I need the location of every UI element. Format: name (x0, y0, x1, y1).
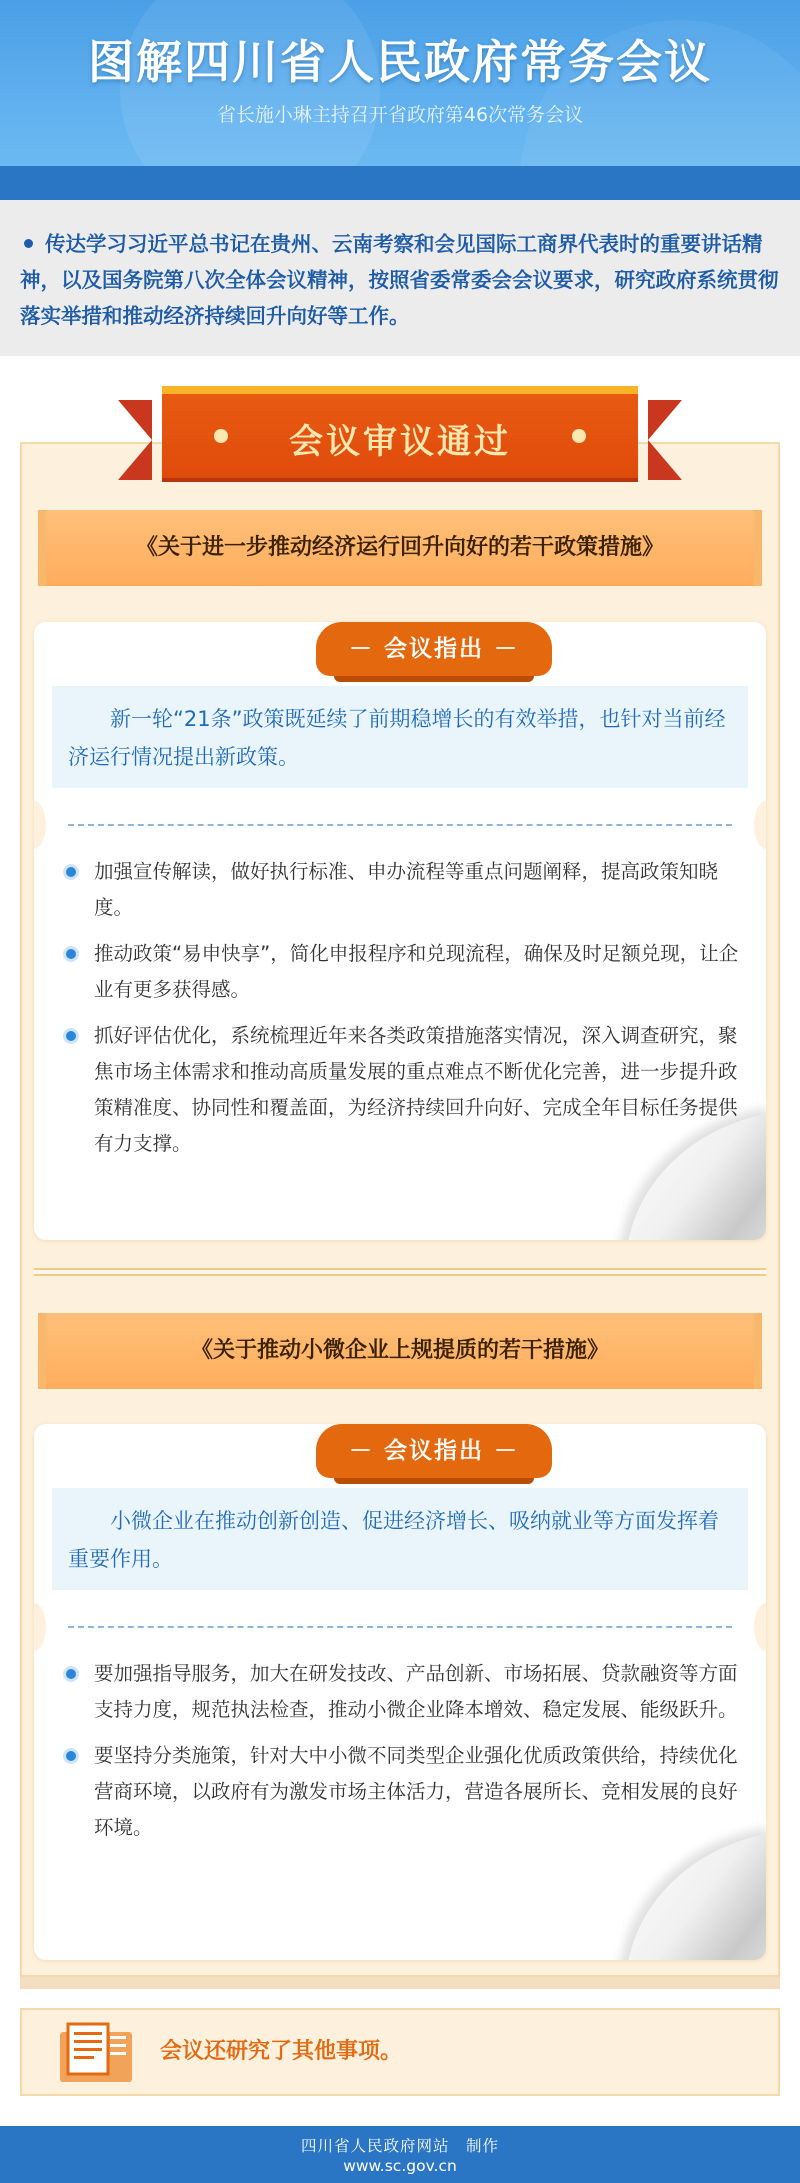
page-subtitle: 省长施小琳主持召开省政府第46次常务会议 (216, 104, 584, 126)
policy-title-bar (38, 1313, 762, 1389)
list-item: 要加强指导服务，加大在研发技改、产品创新、市场拓展、贷款融资等方面支持力度，规范执法检查，推动小微企业降本增效、稳定发展、能级跃升。 (60, 1656, 740, 1728)
key-point-box (52, 1488, 748, 1590)
policy-title-bar (38, 510, 762, 586)
list-item: 抓好评估优化，系统梳理近年来各类政策措施落实情况，深入调查研究，聚焦市场主体需求和推动高质量发展的重点难点不断优化完善，进一步提升政策精准度、协同性和覆盖面，为经济持续回升向好、完成全年目标任务提供有力支撑。 (60, 1018, 740, 1162)
intro-section (0, 200, 800, 356)
policy-card (34, 622, 766, 1240)
card-notch (34, 801, 46, 849)
card-notch (754, 1603, 766, 1651)
intro-text: 传达学习习近平总书记在贵州、云南考察和会见国际工商界代表时的重要讲话精神，以及国务院第八次全体会议精神，按照省委常委会会议要求，研究政府系统贯彻落实举措和推动经济持续回升向好等工作。 (20, 232, 779, 328)
intro-paragraph (20, 226, 780, 334)
page-title: 图解四川省人民政府常务会议 (88, 35, 712, 89)
section-separator (34, 1268, 766, 1276)
key-point-text: 小微企业在推动创新创造、促进经济增长、吸纳就业等方面发挥着重要作用。 (68, 1509, 719, 1571)
document-icon (58, 2022, 134, 2084)
footer-producer: 四川省人民政府网站 制作 (300, 2137, 499, 2155)
list-item: 加强宣传解读，做好执行标准、申办流程等重点问题阐释，提高政策知晓度。 (60, 854, 740, 926)
ribbon-tail-right (648, 400, 682, 480)
other-items-text: 会议还研究了其他事项。 (160, 2039, 403, 2064)
policy-title: 《关于推动小微企业上规提质的若干措施》 (190, 1338, 609, 1363)
policy-title: 《关于进一步推动经济运行回升向好的若干政策措施》 (135, 535, 664, 560)
ribbon-dot-icon (572, 429, 586, 443)
frame-shadow (20, 1977, 780, 1989)
dashed-divider (68, 1626, 732, 1628)
ribbon-tail-left (118, 400, 152, 480)
page-header (0, 0, 800, 200)
footer-url-link[interactable]: www.sc.gov.cn (343, 2157, 457, 2175)
meeting-points-tag: － 会议指出 － (316, 622, 552, 676)
ribbon-body (162, 394, 638, 478)
dashed-divider (68, 824, 732, 826)
list-item: 推动政策“易申快享”，简化申报程序和兑现流程，确保及时足额兑现，让企业有更多获得感。 (60, 936, 740, 1008)
card-notch (34, 1603, 46, 1651)
section-title: 会议审议通过 (289, 422, 511, 462)
list-item: 要坚持分类施策，针对大中小微不同类型企业强化优质政策供给，持续优化营商环境，以政府有为激发市场主体活力，营造各展所长、竞相发展的良好环境。 (60, 1738, 740, 1846)
section-ribbon (118, 386, 682, 490)
other-items-box (20, 2008, 780, 2096)
measure-list (60, 854, 740, 1172)
meeting-points-tag: － 会议指出 － (316, 1424, 552, 1478)
measure-list (60, 1656, 740, 1856)
bullet-dot-icon (24, 239, 33, 248)
page-footer (0, 2126, 800, 2183)
header-band (0, 166, 800, 200)
key-point-text: 新一轮“21条”政策既延续了前期稳增长的有效举措，也针对当前经济运行情况提出新政策。 (68, 707, 726, 769)
card-notch (754, 801, 766, 849)
policy-card (34, 1424, 766, 1960)
key-point-box (52, 686, 748, 788)
